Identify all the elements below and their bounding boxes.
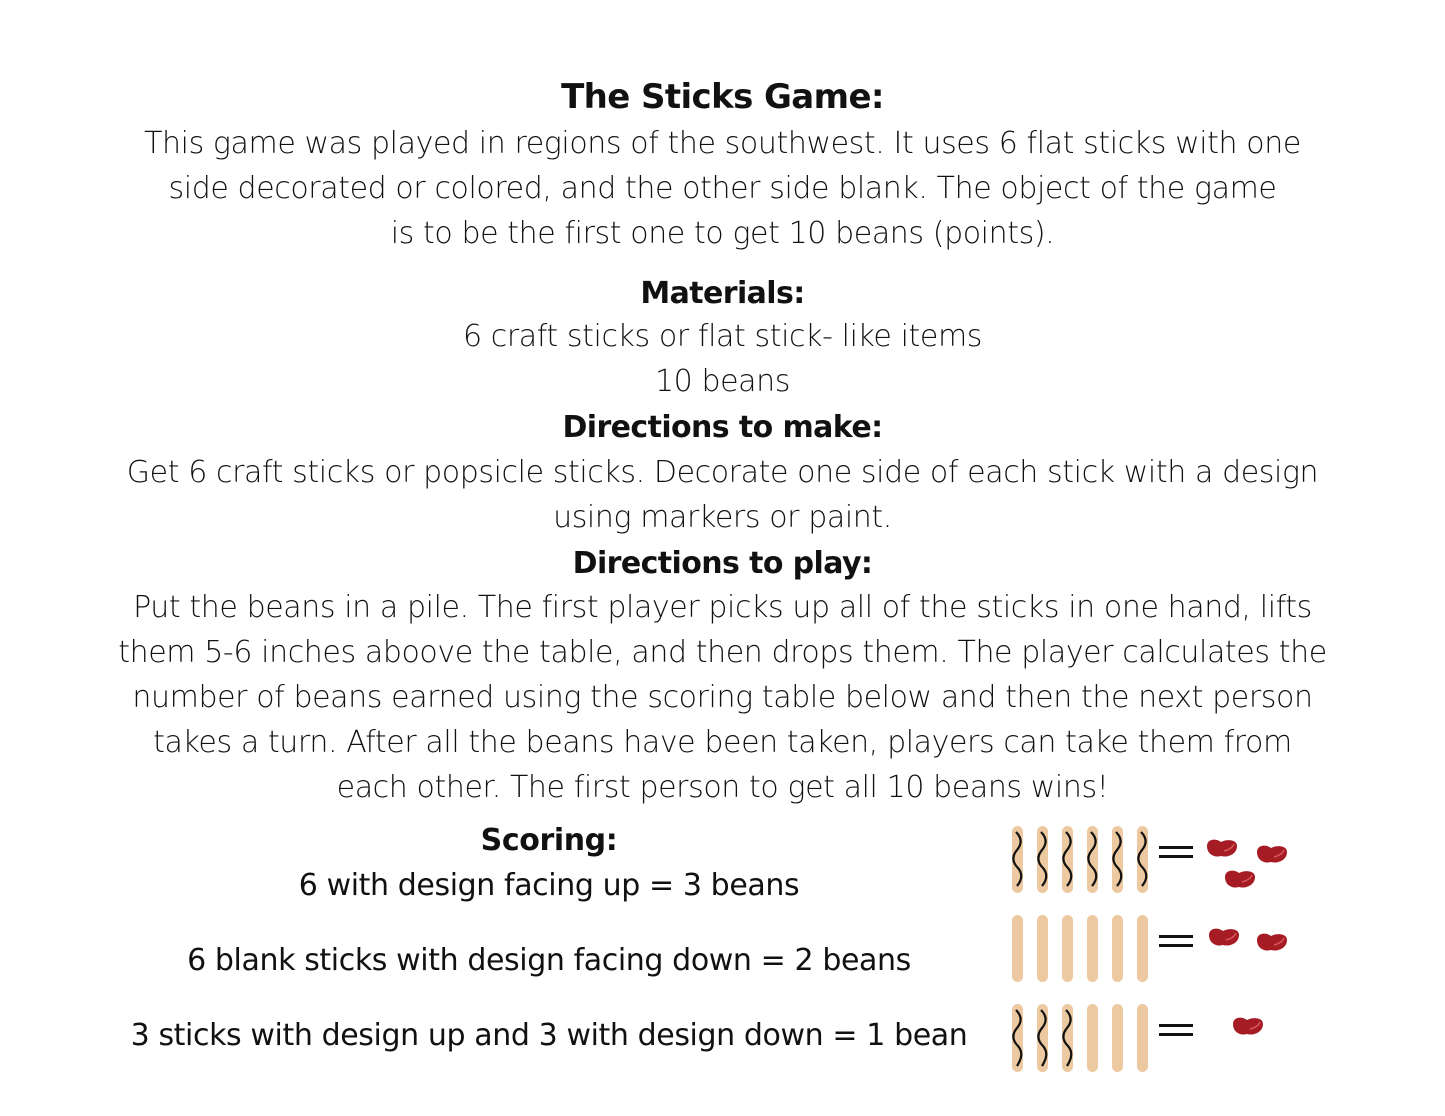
- stick-design-icon: [1137, 826, 1148, 893]
- stick-blank-icon: [1112, 915, 1123, 982]
- bean-icon: [1204, 837, 1240, 859]
- stick-blank-icon: [1137, 915, 1148, 982]
- directions-make-line: using markers or paint.: [553, 500, 892, 535]
- stick-design-icon: [1037, 826, 1048, 893]
- stick-design-icon: [1087, 826, 1098, 893]
- intro-line-1: This game was played in regions of the southwest. It uses 6 flat sticks with one: [144, 126, 1301, 161]
- stick-blank-icon: [1062, 915, 1073, 982]
- stick-blank-icon: [1087, 1004, 1098, 1072]
- intro-line-2: side decorated or colored, and the other side blank. The object of the game: [168, 171, 1277, 206]
- directions-make-line: Get 6 craft sticks or popsicle sticks. Decorate one side of each stick with a design: [126, 455, 1319, 490]
- intro-line-3: is to be the first one to get 10 beans (points).: [390, 216, 1055, 251]
- bean-icon: [1254, 843, 1290, 865]
- directions-play-line: number of beans earned using the scoring table below and then the next person: [132, 680, 1313, 715]
- equals-icon: [1159, 1024, 1193, 1036]
- stick-blank-icon: [1087, 915, 1098, 982]
- bean-icon: [1254, 931, 1290, 953]
- directions-play-line: takes a turn. After all the beans have been taken, players can take them from: [153, 725, 1292, 760]
- scoring-rule-text: 3 sticks with design up and 3 with design down = 1 bean: [130, 1018, 968, 1053]
- stick-blank-icon: [1037, 915, 1048, 982]
- bean-icon: [1222, 868, 1258, 890]
- stick-design-icon: [1062, 826, 1073, 893]
- scoring-rule-text: 6 blank sticks with design facing down = 2 beans: [187, 943, 911, 978]
- directions-play-line: them 5-6 inches aboove the table, and then drops them. The player calculates the: [118, 635, 1327, 670]
- directions-make-heading: Directions to make:: [562, 410, 883, 445]
- materials-heading: Materials:: [640, 276, 805, 311]
- scoring-rule-text: 6 with design facing up = 3 beans: [298, 868, 800, 903]
- stick-blank-icon: [1012, 915, 1023, 982]
- stick-design-icon: [1012, 826, 1023, 893]
- stick-design-icon: [1062, 1004, 1073, 1072]
- stick-design-icon: [1112, 826, 1123, 893]
- scoring-heading: Scoring:: [480, 823, 618, 858]
- bean-icon: [1230, 1015, 1266, 1037]
- equals-icon: [1159, 935, 1193, 947]
- directions-play-heading: Directions to play:: [572, 546, 873, 581]
- stick-design-icon: [1037, 1004, 1048, 1072]
- equals-icon: [1159, 846, 1193, 858]
- bean-icon: [1206, 926, 1242, 948]
- stick-blank-icon: [1137, 1004, 1148, 1072]
- stick-blank-icon: [1112, 1004, 1123, 1072]
- directions-play-line: each other. The first person to get all 10 beans wins!: [336, 770, 1109, 805]
- stick-design-icon: [1012, 1004, 1023, 1072]
- materials-item: 10 beans: [654, 364, 791, 399]
- materials-item: 6 craft sticks or flat stick- like items: [462, 319, 983, 354]
- page-title: The Sticks Game:: [561, 77, 884, 117]
- directions-play-line: Put the beans in a pile. The first player picks up all of the sticks in one hand, lifts: [133, 590, 1312, 625]
